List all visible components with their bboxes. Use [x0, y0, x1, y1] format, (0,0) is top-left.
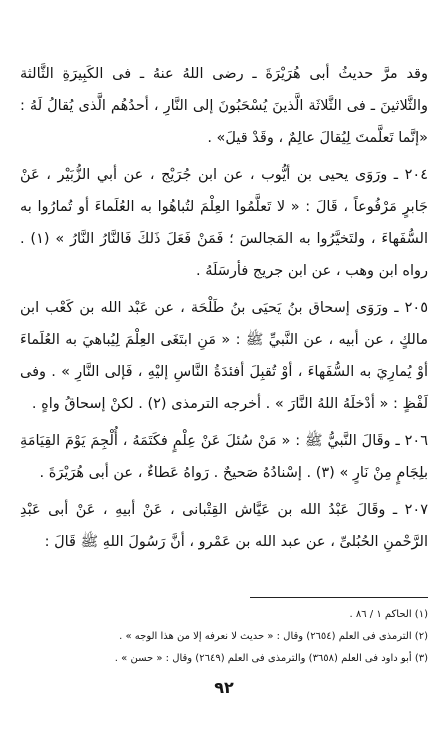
footnote-3: (٣) أبو داود فى العلم (٣٦٥٨) والترمذى فى العلم (٢٦٤٩) وقال : « حسن » .: [114, 653, 428, 664]
footnote-1: (١) الحاكم ١ / ٨٦ .: [349, 609, 428, 620]
paragraph-204: ٢٠٤ ـ ورَوَى يحيى بن أيُّوب ، عن ابن جُرَيْج ، عن أبي الزُّبَيْر ، عَنْ جَابرٍ مَرْفُوعاً ، قَالَ : « لا تَعلَّمُوا العِلْمَ لتُباهُوا به العُلَماءَ أو تُمارُوا به السُّفَهاءَ ، ولتَخيَّرُوا به المَجالسَ ؛ فَمَنْ فَعَلَ ذَلكَ فَالنَّارُ النَّارُ » (١) . رواه ابن وهب ، عن ابن جريج فأرسَلَهُ .: [20, 167, 428, 279]
page-number: ٩٢: [214, 678, 234, 697]
paragraph-206: ٢٠٦ ـ وقَالَ النَّبيُّ ﷺ : « مَنْ سُئلَ عَنْ عِلْمٍ فكَتَمَهُ ، أُلْجِمَ يَوْمَ القِيَامَةِ بلِجَامٍ مِنْ نَارٍ » (٣) . إسْنادُهُ صَحيحٌ . رَواهُ عَطاءٌ ، عن أبى هُرَيْرَةَ .: [20, 433, 428, 481]
footnote-divider: [250, 597, 428, 598]
main-text: [20, 58, 428, 558]
paragraph-intro: وقد مرَّ حديثُ أبى هُرَيْرَةَ ـ رضى اللهُ عنهُ ـ فى الكَبِيرَةِ الثَّالثة والثَّلاثينَ ـ فى الثَّلاثَة الَّذينَ يُسْحَبُونَ إلى النَّارِ ، أحدُهُم الَّذى يُقالُ لَهُ : «إنَّما تَعلَّمتَ لِيُقالَ عالِمٌ ، وقَدْ قيلَ» .: [20, 66, 428, 146]
paragraph-207: ٢٠٧ ـ وقَالَ عَبْدُ الله بن عَيَّاش القِتْبانى ، عَنْ أبيهِ ، عَنْ أبى عَبْدِ الرَّحْمنِ الحُبُلىِّ ، عن عبد الله بن عَمْرو ، أنَّ رَسُولَ اللهِ ﷺ قَالَ :: [20, 502, 428, 550]
paragraph-205: ٢٠٥ ـ ورَوَى إسحاق بنُ يَحيَى بنُ طَلْحَة ، عن عَبْد الله بن كَعْب ابن مالكٍ ، عن أبيه ، عن النَّبيِّ ﷺ : « مَنِ ابتَغَى العِلْمَ لِيُباهيَ به العُلَماءَ أوْ يُمارِيَ به السُّفَهاءَ ، أوْ تُقبِلَ أفئدَةُ النَّاسِ إليْهِ ، فَإلى النَّارِ » . وفى لَفْظٍ : « أدْخلَهُ اللهُ النَّارَ » . أخرجه الترمذى (٢) . لكنْ إسحاقُ واهٍ .: [20, 300, 428, 412]
footnote-2: (٢) الترمذى فى العلم (٢٦٥٤) وقال : « حديث لا نعرفه إلا من هذا الوجه » .: [119, 631, 428, 642]
footnotes: [20, 604, 428, 670]
